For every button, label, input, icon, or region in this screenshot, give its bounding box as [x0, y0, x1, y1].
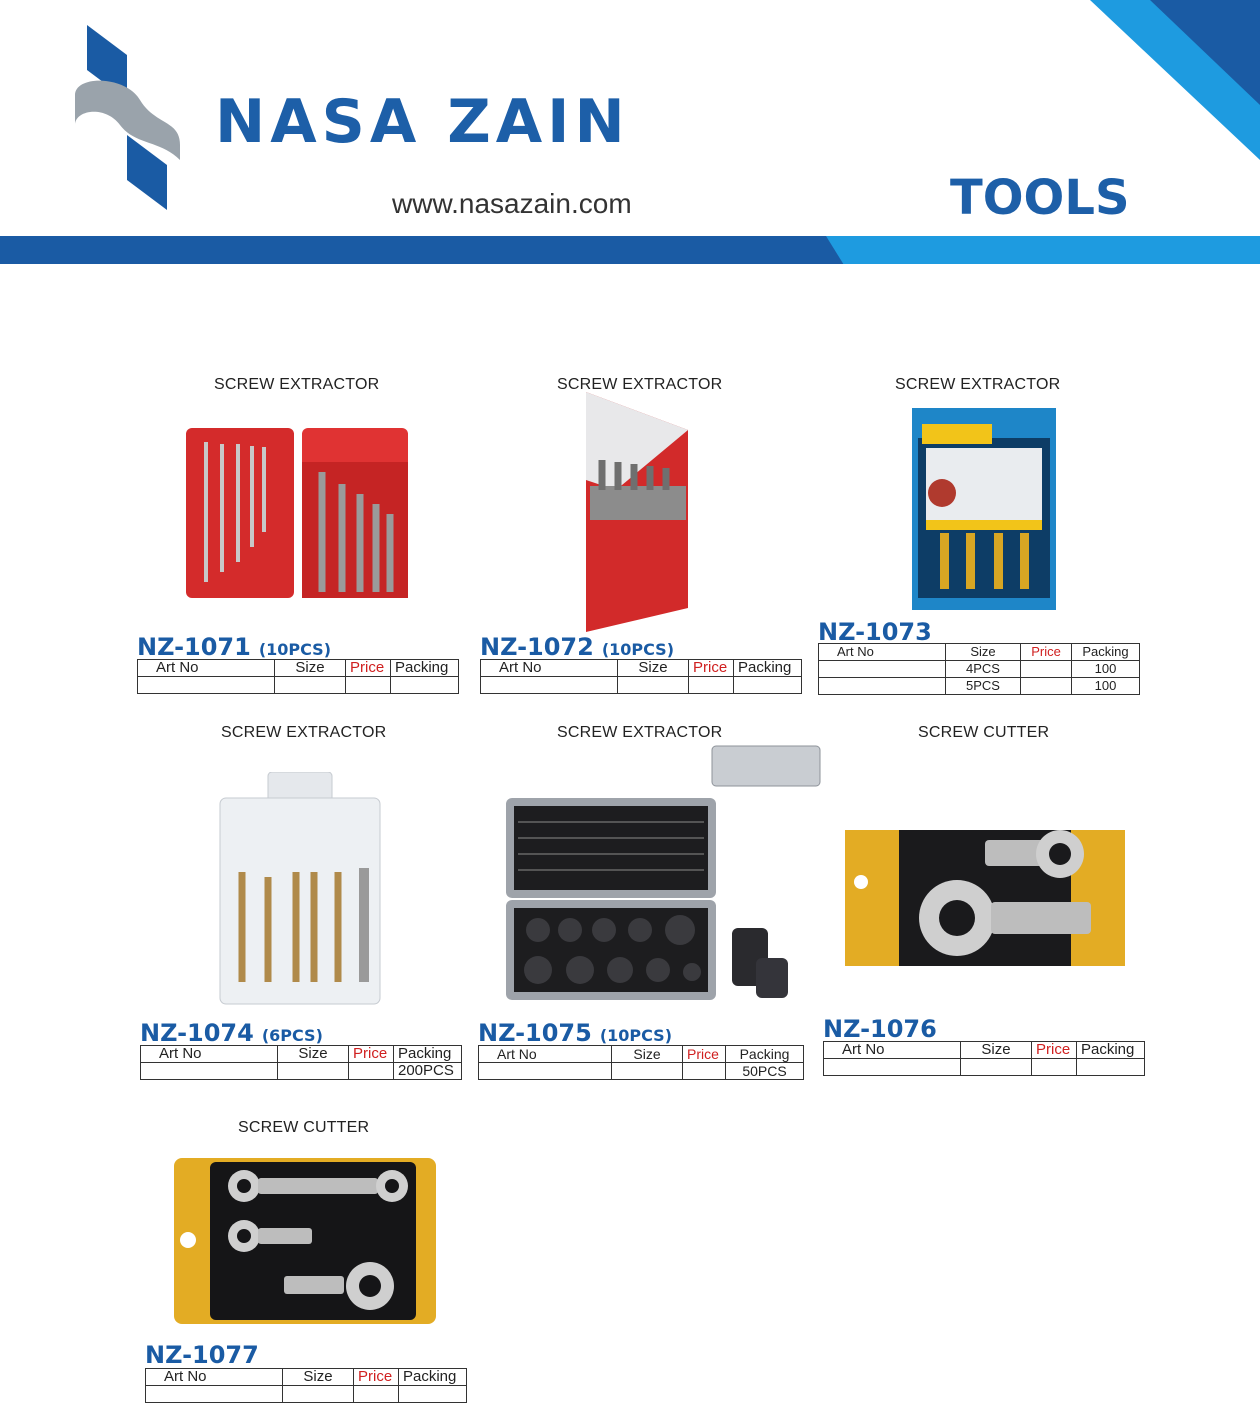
product-code: NZ-1077	[145, 1341, 259, 1369]
product-caption: SCREW EXTRACTOR	[557, 724, 723, 741]
product-caption: SCREW CUTTER	[918, 724, 1050, 741]
product-caption: SCREW CUTTER	[238, 1119, 370, 1136]
product-photo-red-pouch	[556, 390, 696, 634]
product-code: NZ-1075 (10PCS)	[478, 1019, 673, 1047]
spec-table: Art No Size Price Packing	[145, 1368, 467, 1403]
website-url[interactable]: www.nasazain.com	[392, 188, 632, 219]
product-caption: SCREW EXTRACTOR	[221, 724, 387, 741]
product-code: NZ-1072 (10PCS)	[480, 633, 675, 661]
product-code: NZ-1073	[818, 618, 932, 646]
product-code: NZ-1076	[823, 1015, 937, 1043]
corner-decoration	[1090, 0, 1260, 160]
section-title: TOOLS	[950, 170, 1130, 226]
spec-table: Art No Size Price Packing 50PCS	[478, 1045, 804, 1080]
spec-table: Art No Size Price Packing	[137, 659, 459, 694]
header-band-dark	[0, 236, 850, 264]
brand-name: NASA ZAIN	[215, 87, 630, 157]
header-band-light	[826, 236, 1260, 264]
product-code: NZ-1074 (6PCS)	[140, 1019, 323, 1047]
product-photo-blister-card	[912, 408, 1056, 610]
product-photo-cutter-set-card	[174, 1158, 436, 1324]
product-caption: SCREW EXTRACTOR	[895, 376, 1061, 393]
product-caption: SCREW EXTRACTOR	[214, 376, 380, 393]
product-photo-clear-box	[216, 772, 384, 1006]
spec-table: Art No Size Price Packing 200PCS	[140, 1045, 462, 1080]
spec-table: Art No Size Price Packing	[480, 659, 802, 694]
spec-table: Art No Size Price Packing	[823, 1041, 1145, 1076]
product-code: NZ-1071 (10PCS)	[137, 633, 332, 661]
product-photo-nut-splitter-card	[845, 830, 1125, 966]
product-photo-socket-case	[504, 742, 824, 1012]
logo-icon	[65, 25, 190, 215]
product-caption: SCREW EXTRACTOR	[557, 376, 723, 393]
product-photo-red-case	[184, 422, 412, 602]
spec-table: Art No Size Price Packing 4PCS 100 5PCS 100	[818, 643, 1140, 695]
